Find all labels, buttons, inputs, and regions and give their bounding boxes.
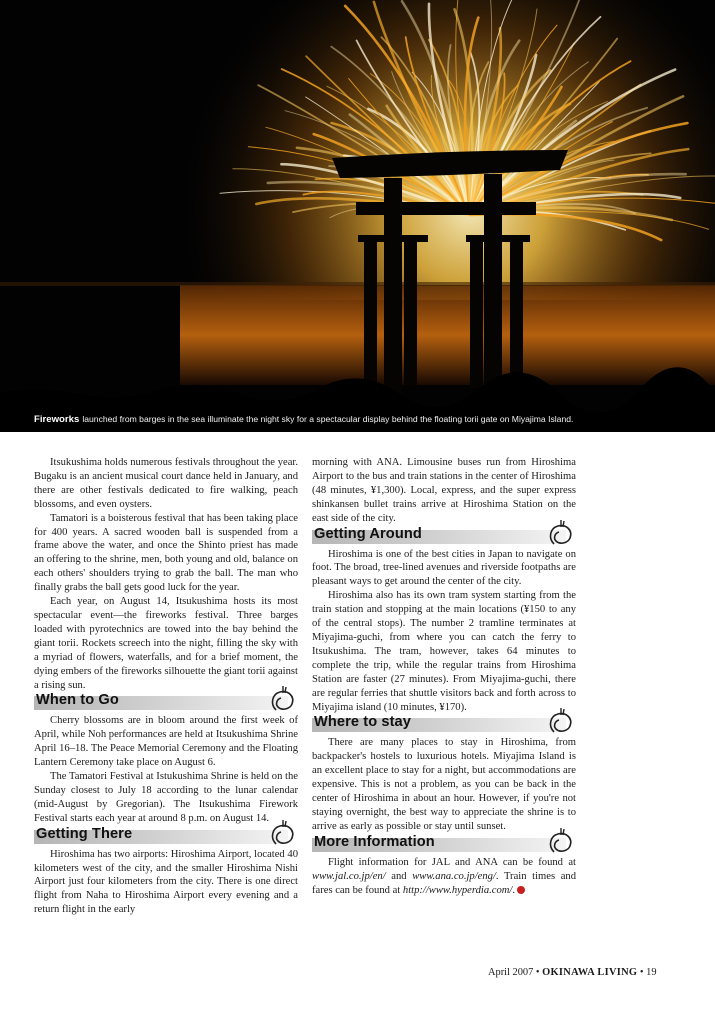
fireworks-photo [0,0,715,432]
heading-label: More Information [314,833,435,850]
more-information-heading [312,833,576,854]
more-information-paragraph [312,856,576,898]
caption-bold: Fireworks [34,414,80,425]
intro-paragraph-2: Tamatori is a boisterous festival that has been taking place for 400 years. A sacred wooden ball is suspended from a frame above the water, and once the Shinto priest has made an offering to the shrine, men, both young and old, balance on each others' shoulders trying to grab the ball. The man who finally grabs the ball gets good luck for the year. [34,512,298,594]
when-to-go-paragraph-2: The Tamatori Festival at Istukushima Shrine is held on the Sunday closest to July 18 according to the lunar calendar (mid-August by Gregorian). The Itsukushima Firework Festival starts each year at around 8 p.m. on August 14. [34,771,298,824]
getting-around-paragraph-2: Hiroshima also has its own tram system starting from the train station and stopping at the main locations (¥150 to any of the central stops). The number 2 tramline terminates at Miyajima-guchi, from where you can catch the ferry to Itsukushima. The tram, however, takes 64 minutes to complete the trip, while the regular trains from Hiroshima Station are faster (27 minutes). From Miyajima-guchi, there are regular ferries that shuttle visitors back and forth across to Miyajima island (10 minutes, ¥170). [312,590,576,713]
heading-label: When to Go [36,692,119,709]
photo-caption [34,414,714,425]
section-logo-icon [546,706,576,734]
heading-label: Getting There [36,825,133,842]
footer-bullet: • [535,967,540,978]
more-info-text-1: Flight information for JAL and ANA can be found at [328,856,576,868]
section-logo-icon [546,826,576,854]
footer-page-number: 19 [646,967,657,978]
more-info-and: and [391,870,407,882]
heading-label: Where to stay [314,714,411,731]
fireworks-torii-illustration [0,0,715,432]
where-to-stay-heading [312,714,576,734]
when-to-go-heading [34,692,298,712]
when-to-go-paragraph-1: Cherry blossoms are in bloom around the first week of April, while Noh performances are held at Itsukushima Shrine April 16–18. The Peace Memorial Ceremony and the Floating Lantern Ceremony take place on August 6. [34,715,298,769]
intro-paragraph-3: Each year, on August 14, Itsukushima hosts its most spectacular event—the fireworks festival. Three barges loaded with pyrotechnics are towed into the bay behind the giant torii. Rockets screech into the night, filling the sky with a myriad of flowers, waterfalls, and for a brief moment, the dying embers of the fireworks silhouette the giant torii against a rising sun. [34,596,298,691]
right-column [312,456,576,897]
hyperdia-link[interactable]: http://www.hyperdia.com/ [402,884,513,896]
more-info-text-3: . [512,884,516,896]
section-logo-icon [268,684,298,712]
ana-link[interactable]: www.ana.co.jp/eng/ [412,870,496,882]
continued-paragraph: morning with ANA. Limousine buses run from Hiroshima Airport to the bus and train stations in the center of Hiroshima (48 minutes, ¥1,300). Local, express, and the super express shinkansen bullet trains arrive at Hiroshima Station on the east side of the city. [312,457,576,524]
getting-around-paragraph-1: Hiroshima is one of the best cities in Japan to navigate on foot. The broad, tree-lined avenues and riverside footpaths are pleasant ways to get around the center of the city. [312,548,576,588]
intro-paragraph-1: Itsukushima holds numerous festivals throughout the year. Bugaku is an ancient musical court dance held in January, and there are other festivals dedicated to fire walking, peach blossoms, and even oysters. [34,457,298,510]
left-column [34,456,298,917]
page-footer [488,967,657,978]
footer-magazine: OKINAWA LIVING [542,967,638,978]
more-info-text-2: . Train times and fares can be found at [312,870,577,896]
jal-link[interactable]: www.jal.co.jp/en/ [312,870,386,882]
caption-text: launched from barges in the sea illuminate the night sky for a spectacular display behind the floating torii gate on Miyajima Island. [82,414,574,424]
footer-date: April 2007 [488,967,534,978]
section-logo-icon [546,518,576,546]
heading-label: Getting Around [314,525,422,542]
getting-there-paragraph-1: Hiroshima has two airports: Hiroshima Airport, located 40 kilometers west of the city, and the smaller Hiroshima Nishi Airport just four kilometers from the city. There is one direct flight from Naha to Hiroshima Airport every evening and a return flight in the early [34,848,298,916]
end-mark-icon [517,886,525,894]
getting-around-heading [312,525,576,546]
where-to-stay-paragraph-1: There are many places to stay in Hiroshima, from backpacker's hostels to luxurious hotels. Miyajima Island is an excellent place to stay for a night, but accommodations are expensive. This is not a problem, as you can be back in the center of Hiroshima in about an hour. However, if you're not staying overnight, the best way to appreciate the shrine is to arrive as early as possible or stay until sunset. [312,737,576,832]
footer-bullet: • [639,967,644,978]
getting-there-heading [34,825,298,846]
section-logo-icon [268,818,298,846]
